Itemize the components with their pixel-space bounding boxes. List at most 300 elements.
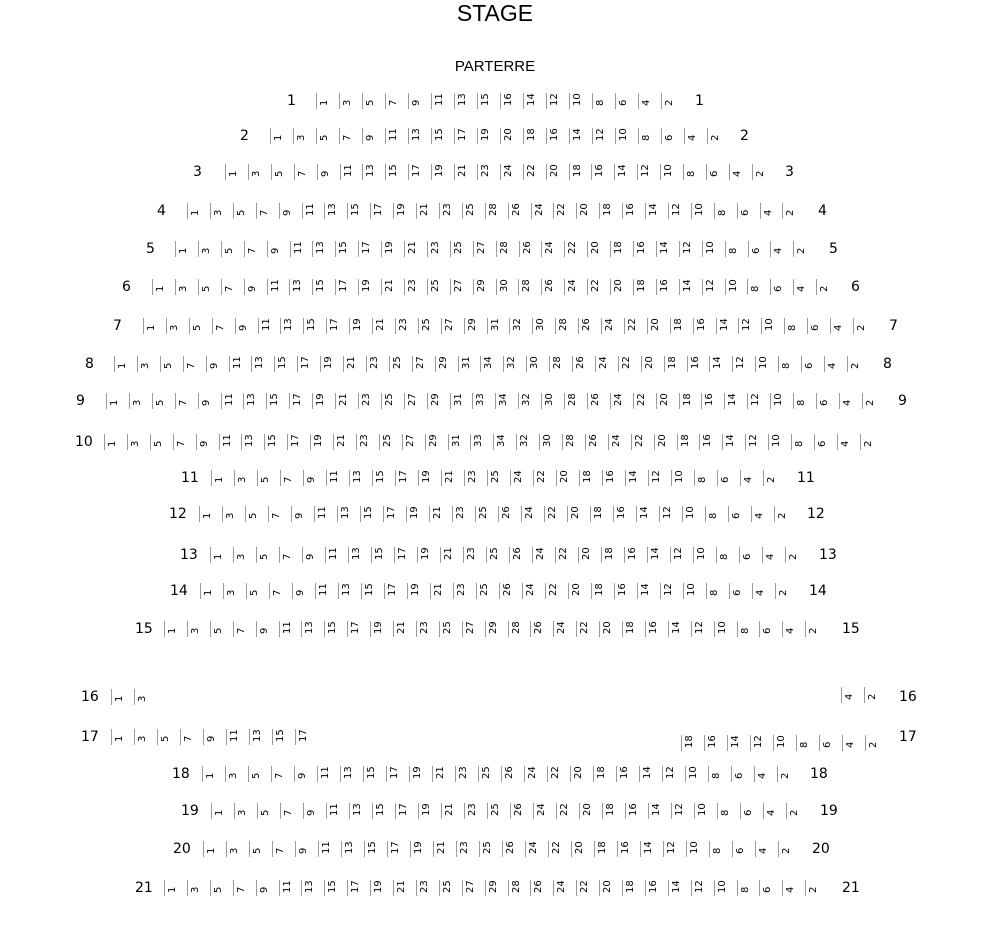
seat-14-11[interactable] [315,583,338,599]
seat-10-23[interactable] [356,434,379,450]
seat-14-9[interactable] [292,583,315,599]
seat-20-19[interactable] [410,841,433,857]
seat-2-18[interactable] [523,128,546,144]
seat-7-11[interactable] [258,318,281,334]
seat-10-8[interactable] [791,434,814,450]
seat-9-12[interactable] [747,393,770,409]
seat-10-31[interactable] [448,434,471,450]
seat-21-23[interactable] [416,880,439,896]
seat-4-24[interactable] [531,203,554,219]
seat-14-23[interactable] [453,583,476,599]
seat-3-9[interactable] [317,164,340,180]
seat-21-8[interactable] [737,880,760,896]
seat-4-17[interactable] [370,203,393,219]
seat-18-11[interactable] [317,766,340,782]
seat-10-16[interactable] [699,434,722,450]
seat-14-2[interactable] [775,583,798,599]
seat-19-5[interactable] [257,803,280,819]
seat-10-9[interactable] [196,434,219,450]
seat-3-20[interactable] [546,164,569,180]
seat-11-13[interactable] [349,470,372,486]
seat-8-2[interactable] [847,356,870,372]
seat-5-18[interactable] [610,241,633,257]
seat-12-25[interactable] [475,506,498,522]
seat-15-19[interactable] [370,621,393,637]
seat-3-23[interactable] [477,164,500,180]
seat-10-7[interactable] [173,434,196,450]
seat-9-22[interactable] [633,393,656,409]
seat-2-3[interactable] [293,128,316,144]
seat-3-8[interactable] [683,164,706,180]
seat-4-9[interactable] [279,203,302,219]
seat-13-16[interactable] [624,547,647,563]
seat-21-9[interactable] [256,880,279,896]
seat-5-12[interactable] [679,241,702,257]
seat-10-13[interactable] [241,434,264,450]
seat-13-14[interactable] [647,547,670,563]
seat-21-11[interactable] [279,880,302,896]
seat-8-16[interactable] [687,356,710,372]
seat-4-6[interactable] [737,203,760,219]
seat-9-33[interactable] [472,393,495,409]
seat-5-14[interactable] [656,241,679,257]
seat-15-18[interactable] [622,621,645,637]
seat-14-25[interactable] [476,583,499,599]
seat-15-8[interactable] [737,621,760,637]
seat-19-24[interactable] [533,803,556,819]
seat-4-3[interactable] [210,203,233,219]
seat-19-11[interactable] [326,803,349,819]
seat-20-15[interactable] [364,841,387,857]
seat-10-24[interactable] [608,434,631,450]
seat-18-22[interactable] [547,766,570,782]
seat-3-4[interactable] [729,164,752,180]
seat-17-9[interactable] [203,729,226,745]
seat-17-1[interactable] [111,729,134,745]
seat-9-34[interactable] [495,393,518,409]
seat-19-8[interactable] [717,803,740,819]
seat-7-28[interactable] [555,318,578,334]
seat-16-4[interactable] [841,687,864,703]
seat-21-26[interactable] [530,880,553,896]
seat-14-26[interactable] [499,583,522,599]
seat-18-23[interactable] [455,766,478,782]
seat-20-1[interactable] [203,841,226,857]
seat-13-13[interactable] [348,547,371,563]
seat-7-32[interactable] [509,318,532,334]
seat-4-21[interactable] [416,203,439,219]
seat-12-3[interactable] [222,506,245,522]
seat-15-10[interactable] [714,621,737,637]
seat-5-5[interactable] [221,241,244,257]
seat-4-11[interactable] [302,203,325,219]
seat-17-10[interactable] [773,735,796,751]
seat-5-19[interactable] [381,241,404,257]
seat-9-23[interactable] [358,393,381,409]
seat-8-9[interactable] [206,356,229,372]
seat-9-11[interactable] [221,393,244,409]
seat-4-23[interactable] [439,203,462,219]
seat-9-15[interactable] [266,393,289,409]
seat-11-18[interactable] [579,470,602,486]
seat-20-4[interactable] [755,841,778,857]
seat-7-4[interactable] [830,318,853,334]
seat-2-15[interactable] [431,128,454,144]
seat-21-24[interactable] [553,880,576,896]
seat-10-34[interactable] [493,434,516,450]
seat-13-3[interactable] [233,547,256,563]
seat-7-7[interactable] [212,318,235,334]
seat-12-22[interactable] [544,506,567,522]
seat-9-20[interactable] [656,393,679,409]
seat-6-24[interactable] [564,279,587,295]
seat-21-17[interactable] [347,880,370,896]
seat-12-19[interactable] [406,506,429,522]
seat-8-32[interactable] [503,356,526,372]
seat-4-5[interactable] [233,203,256,219]
seat-12-1[interactable] [199,506,222,522]
seat-2-7[interactable] [339,128,362,144]
seat-3-7[interactable] [294,164,317,180]
seat-11-8[interactable] [694,470,717,486]
seat-4-4[interactable] [760,203,783,219]
seat-4-20[interactable] [576,203,599,219]
seat-2-12[interactable] [592,128,615,144]
seat-5-2[interactable] [793,241,816,257]
seat-9-10[interactable] [770,393,793,409]
seat-10-29[interactable] [425,434,448,450]
seat-7-10[interactable] [761,318,784,334]
seat-5-11[interactable] [290,241,313,257]
seat-8-17[interactable] [297,356,320,372]
seat-20-23[interactable] [456,841,479,857]
seat-3-19[interactable] [431,164,454,180]
seat-21-13[interactable] [301,880,324,896]
seat-10-6[interactable] [814,434,837,450]
seat-18-7[interactable] [271,766,294,782]
seat-15-13[interactable] [301,621,324,637]
seat-17-17[interactable] [295,729,318,745]
seat-7-16[interactable] [693,318,716,334]
seat-17-16[interactable] [704,735,727,751]
seat-6-9[interactable] [244,279,267,295]
seat-7-8[interactable] [784,318,807,334]
seat-10-27[interactable] [402,434,425,450]
seat-3-12[interactable] [637,164,660,180]
seat-5-24[interactable] [541,241,564,257]
seat-21-20[interactable] [599,880,622,896]
seat-8-7[interactable] [183,356,206,372]
seat-1-6[interactable] [615,93,638,109]
seat-10-15[interactable] [264,434,287,450]
seat-18-15[interactable] [363,766,386,782]
seat-21-15[interactable] [324,880,347,896]
seat-15-24[interactable] [553,621,576,637]
seat-3-14[interactable] [614,164,637,180]
seat-4-1[interactable] [187,203,210,219]
seat-19-15[interactable] [372,803,395,819]
seat-13-25[interactable] [486,547,509,563]
seat-20-20[interactable] [571,841,594,857]
seat-1-16[interactable] [500,93,523,109]
seat-7-15[interactable] [303,318,326,334]
seat-9-28[interactable] [564,393,587,409]
seat-7-31[interactable] [487,318,510,334]
seat-17-3[interactable] [134,729,157,745]
seat-9-21[interactable] [335,393,358,409]
seat-21-29[interactable] [485,880,508,896]
seat-8-13[interactable] [251,356,274,372]
seat-1-12[interactable] [546,93,569,109]
seat-18-17[interactable] [386,766,409,782]
seat-21-6[interactable] [759,880,782,896]
seat-1-1[interactable] [316,93,339,109]
seat-14-5[interactable] [246,583,269,599]
seat-17-13[interactable] [249,729,272,745]
seat-15-1[interactable] [164,621,187,637]
seat-14-10[interactable] [683,583,706,599]
seat-8-25[interactable] [389,356,412,372]
seat-13-7[interactable] [279,547,302,563]
seat-8-22[interactable] [618,356,641,372]
seat-8-29[interactable] [435,356,458,372]
seat-19-22[interactable] [556,803,579,819]
seat-21-1[interactable] [164,880,187,896]
seat-1-9[interactable] [408,93,431,109]
seat-6-4[interactable] [793,279,816,295]
seat-13-1[interactable] [210,547,233,563]
seat-1-7[interactable] [385,93,408,109]
seat-19-6[interactable] [740,803,763,819]
seat-2-13[interactable] [408,128,431,144]
seat-12-17[interactable] [383,506,406,522]
seat-20-14[interactable] [640,841,663,857]
seat-16-1[interactable] [111,689,134,705]
seat-19-25[interactable] [487,803,510,819]
seat-11-1[interactable] [211,470,234,486]
seat-5-25[interactable] [450,241,473,257]
seat-4-22[interactable] [553,203,576,219]
seat-21-10[interactable] [714,880,737,896]
seat-1-14[interactable] [523,93,546,109]
seat-18-19[interactable] [409,766,432,782]
seat-3-5[interactable] [271,164,294,180]
seat-7-5[interactable] [189,318,212,334]
seat-14-13[interactable] [338,583,361,599]
seat-5-16[interactable] [633,241,656,257]
seat-6-13[interactable] [289,279,312,295]
seat-20-6[interactable] [732,841,755,857]
seat-18-9[interactable] [294,766,317,782]
seat-21-28[interactable] [508,880,531,896]
seat-18-18[interactable] [593,766,616,782]
seat-20-16[interactable] [617,841,640,857]
seat-9-6[interactable] [816,393,839,409]
seat-14-15[interactable] [361,583,384,599]
seat-9-14[interactable] [724,393,747,409]
seat-5-17[interactable] [358,241,381,257]
seat-11-24[interactable] [510,470,533,486]
seat-15-29[interactable] [485,621,508,637]
seat-7-2[interactable] [853,318,876,334]
seat-11-19[interactable] [418,470,441,486]
seat-15-20[interactable] [599,621,622,637]
seat-7-23[interactable] [395,318,418,334]
seat-12-23[interactable] [452,506,475,522]
seat-14-14[interactable] [637,583,660,599]
seat-11-14[interactable] [625,470,648,486]
seat-18-14[interactable] [639,766,662,782]
seat-19-1[interactable] [211,803,234,819]
seat-8-30[interactable] [526,356,549,372]
seat-6-7[interactable] [221,279,244,295]
seat-9-17[interactable] [289,393,312,409]
seat-12-11[interactable] [314,506,337,522]
seat-21-2[interactable] [805,880,828,896]
seat-17-18[interactable] [681,735,704,751]
seat-7-13[interactable] [280,318,303,334]
seat-19-12[interactable] [671,803,694,819]
seat-7-21[interactable] [372,318,395,334]
seat-13-26[interactable] [509,547,532,563]
seat-3-15[interactable] [385,164,408,180]
seat-15-21[interactable] [393,621,416,637]
seat-4-16[interactable] [622,203,645,219]
seat-12-24[interactable] [521,506,544,522]
seat-3-22[interactable] [523,164,546,180]
seat-18-20[interactable] [570,766,593,782]
seat-21-14[interactable] [668,880,691,896]
seat-12-16[interactable] [613,506,636,522]
seat-11-17[interactable] [395,470,418,486]
seat-2-14[interactable] [569,128,592,144]
seat-14-16[interactable] [614,583,637,599]
seat-6-20[interactable] [610,279,633,295]
seat-21-25[interactable] [439,880,462,896]
seat-11-15[interactable] [372,470,395,486]
seat-15-17[interactable] [347,621,370,637]
seat-3-6[interactable] [706,164,729,180]
seat-6-22[interactable] [587,279,610,295]
seat-14-22[interactable] [545,583,568,599]
seat-13-18[interactable] [601,547,624,563]
seat-6-16[interactable] [656,279,679,295]
seat-14-7[interactable] [269,583,292,599]
seat-18-6[interactable] [731,766,754,782]
seat-10-33[interactable] [470,434,493,450]
seat-14-8[interactable] [706,583,729,599]
seat-13-5[interactable] [256,547,279,563]
seat-19-16[interactable] [625,803,648,819]
seat-10-12[interactable] [745,434,768,450]
seat-18-13[interactable] [340,766,363,782]
seat-15-25[interactable] [439,621,462,637]
seat-2-8[interactable] [638,128,661,144]
seat-8-20[interactable] [641,356,664,372]
seat-6-8[interactable] [747,279,770,295]
seat-21-3[interactable] [187,880,210,896]
seat-13-17[interactable] [394,547,417,563]
seat-4-19[interactable] [393,203,416,219]
seat-12-20[interactable] [567,506,590,522]
seat-8-34[interactable] [480,356,503,372]
seat-20-12[interactable] [663,841,686,857]
seat-1-8[interactable] [592,93,615,109]
seat-5-13[interactable] [312,241,335,257]
seat-8-31[interactable] [458,356,481,372]
seat-7-19[interactable] [349,318,372,334]
seat-19-2[interactable] [786,803,809,819]
seat-19-4[interactable] [763,803,786,819]
seat-3-2[interactable] [752,164,775,180]
seat-8-1[interactable] [114,356,137,372]
seat-20-21[interactable] [433,841,456,857]
seat-17-7[interactable] [180,729,203,745]
seat-14-17[interactable] [384,583,407,599]
seat-5-1[interactable] [175,241,198,257]
seat-11-10[interactable] [671,470,694,486]
seat-5-7[interactable] [244,241,267,257]
seat-7-17[interactable] [326,318,349,334]
seat-8-18[interactable] [664,356,687,372]
seat-20-10[interactable] [686,841,709,857]
seat-13-8[interactable] [716,547,739,563]
seat-2-5[interactable] [316,128,339,144]
seat-4-25[interactable] [462,203,485,219]
seat-15-7[interactable] [233,621,256,637]
seat-21-18[interactable] [622,880,645,896]
seat-1-13[interactable] [454,93,477,109]
seat-10-2[interactable] [860,434,883,450]
seat-15-6[interactable] [759,621,782,637]
seat-9-7[interactable] [175,393,198,409]
seat-18-4[interactable] [754,766,777,782]
seat-3-10[interactable] [660,164,683,180]
seat-11-25[interactable] [487,470,510,486]
seat-9-19[interactable] [312,393,335,409]
seat-7-29[interactable] [464,318,487,334]
seat-9-25[interactable] [381,393,404,409]
seat-10-28[interactable] [562,434,585,450]
seat-8-11[interactable] [229,356,252,372]
seat-13-12[interactable] [670,547,693,563]
seat-6-14[interactable] [679,279,702,295]
seat-8-19[interactable] [320,356,343,372]
seat-6-30[interactable] [496,279,519,295]
seat-18-26[interactable] [501,766,524,782]
seat-19-10[interactable] [694,803,717,819]
seat-9-16[interactable] [701,393,724,409]
seat-18-25[interactable] [478,766,501,782]
seat-7-6[interactable] [807,318,830,334]
seat-17-14[interactable] [727,735,750,751]
seat-14-24[interactable] [522,583,545,599]
seat-5-28[interactable] [496,241,519,257]
seat-4-7[interactable] [256,203,279,219]
seat-7-20[interactable] [647,318,670,334]
seat-18-8[interactable] [708,766,731,782]
seat-21-19[interactable] [370,880,393,896]
seat-12-21[interactable] [429,506,452,522]
seat-3-3[interactable] [248,164,271,180]
seat-21-7[interactable] [233,880,256,896]
seat-4-18[interactable] [599,203,622,219]
seat-13-22[interactable] [555,547,578,563]
seat-9-1[interactable] [106,393,129,409]
seat-8-27[interactable] [412,356,435,372]
seat-6-10[interactable] [725,279,748,295]
seat-19-13[interactable] [349,803,372,819]
